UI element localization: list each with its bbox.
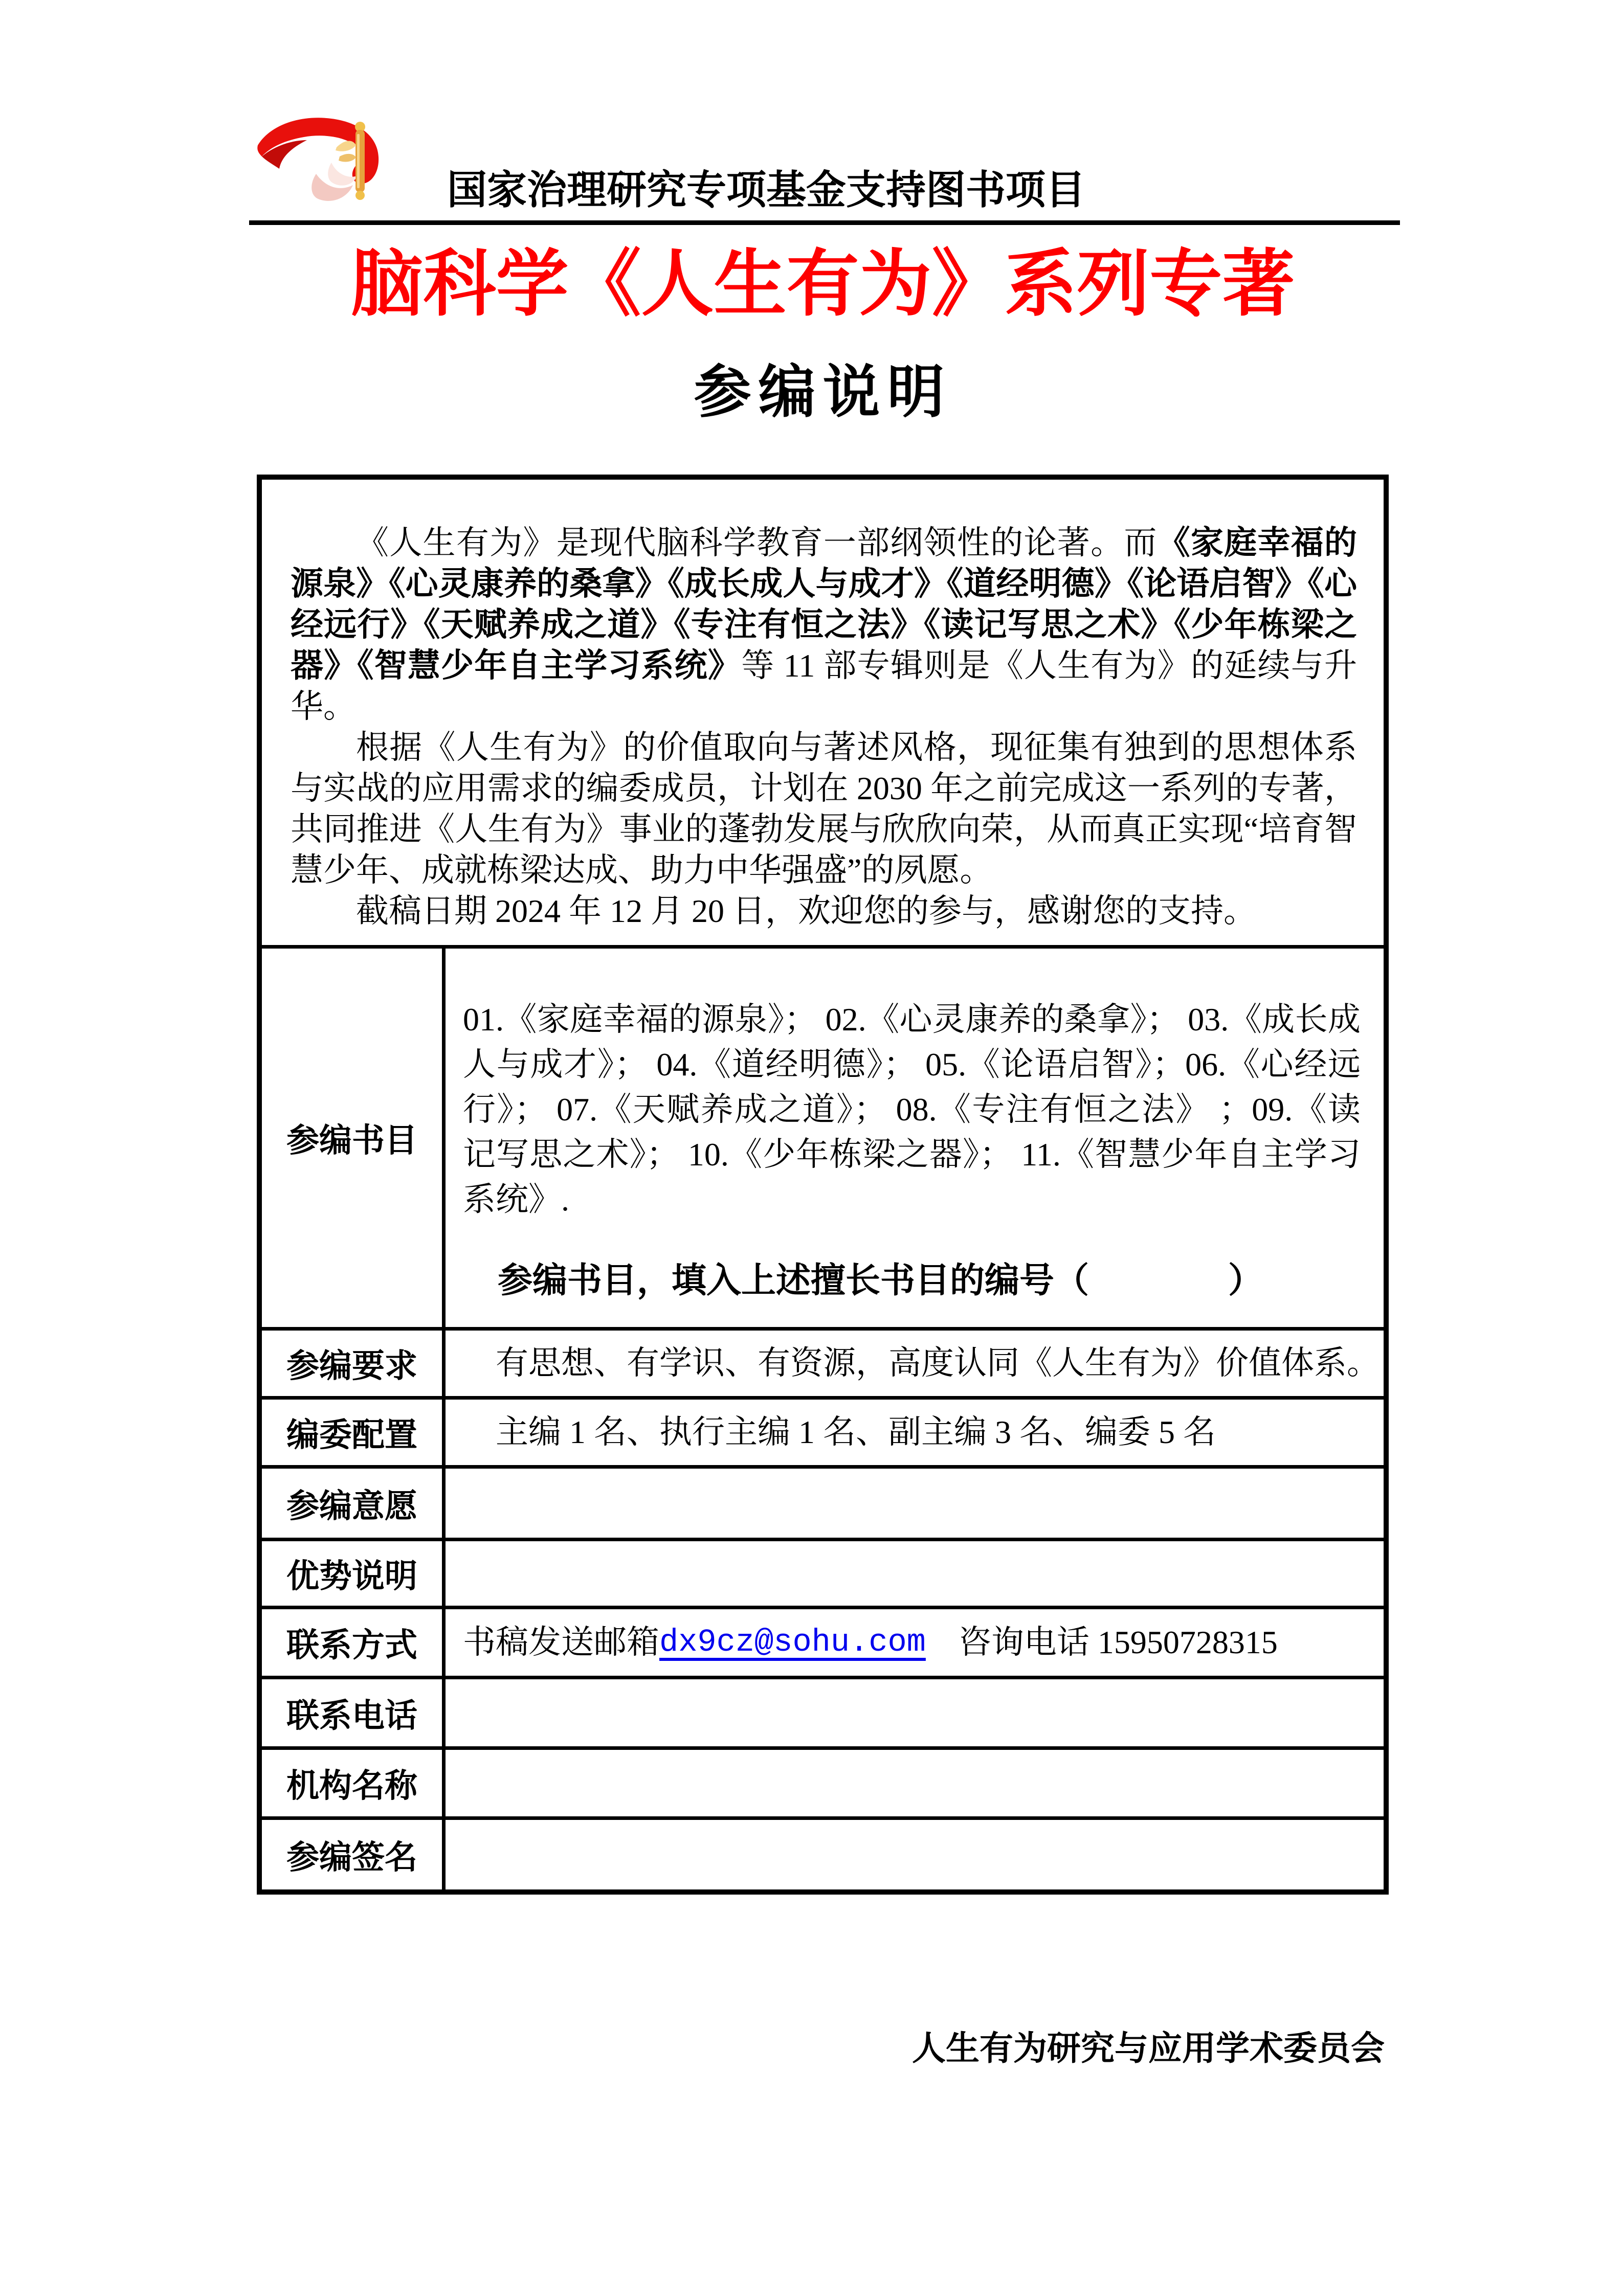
footer-committee-signature: 人生有为研究与应用学术委员会 (912, 2030, 1385, 2067)
row-label-requirements: 参编要求 (262, 1327, 446, 1396)
page-subtitle: 参编说明 (694, 360, 952, 424)
committee-value: 主编 1 名、执行主编 1 名、副主编 3 名、编委 5 名 (446, 1396, 1384, 1465)
row-label-organization: 机构名称 (262, 1746, 446, 1816)
phone-input-area[interactable] (446, 1676, 1384, 1746)
row-label-phone: 联系电话 (262, 1676, 446, 1746)
form-table (257, 475, 1389, 1895)
intro-p1-start: 《人生有为》是现代脑科学教育一部纲领性的论著。而 (356, 525, 1158, 561)
email-link[interactable]: dx9cz@sohu.com (659, 1624, 926, 1660)
willingness-input-area[interactable] (446, 1465, 1384, 1538)
contact-value (446, 1606, 1384, 1676)
row-label-signature: 参编签名 (262, 1816, 446, 1889)
row-label-booklist: 参编书目 (262, 945, 446, 1327)
row-label-committee: 编委配置 (262, 1396, 446, 1465)
intro-p1-end: 等 11 部专辑则是《人生有为》的延续与升华。 (291, 647, 1358, 725)
red-flag-logo-icon (255, 114, 396, 211)
intro-paragraph-2: 根据《人生有为》的价值取向与著述风格，现征集有独到的思想体系与实战的应用需求的编委成员，计划在 2030 年之前完成这一系列的专著，共同推进《人生有为》事业的蓬勃发展与欣欣向荣，从而真正实现“培育智慧少年、成就栋梁达成、助力中华强盛”的夙愿。 (291, 729, 1357, 888)
project-label: 国家治理研究专项基金支持图书项目 (447, 167, 1086, 212)
contact-phone: 咨询电话 15950728315 (925, 1624, 1278, 1661)
booklist-content-cell (446, 945, 1384, 1327)
booklist-items: 01.《家庭幸福的源泉》； 02.《心灵康养的桑拿》； 03.《成长成人与成才》； 04.《道经明德》； 05.《论语启智》；06.《心经远行》； 07.《天赋养成之道》； 08.《专注有恒之法》 ；09.《读记写思之术》； 10.《少年栋梁之器》； 11.《智慧少年自主学习系统》. (463, 1001, 1361, 1218)
row-label-contact: 联系方式 (262, 1606, 446, 1676)
page-title: 脑科学《人生有为》系列专著 (350, 243, 1295, 325)
row-label-strengths: 优势说明 (262, 1538, 446, 1606)
row-label-willingness: 参编意愿 (262, 1465, 446, 1538)
organization-input-area[interactable] (446, 1746, 1384, 1816)
intro-p1-bold-booklist: 《家庭幸福的源泉》《心灵康养的桑拿》《成长成人与成才》《道经明德》《论语启智》《心经远行》《天赋养成之道》《专注有恒之法》《读记写思之术》《少年栋梁之器》《智慧少年自主学习系统》 (291, 525, 1358, 684)
intro-paragraph-3: 截稿日期 2024 年 12 月 20 日，欢迎您的参与，感谢您的支持。 (356, 893, 1256, 929)
requirements-value: 有思想、有学识、有资源，高度认同《人生有为》价值体系。 (446, 1327, 1384, 1396)
intro-paragraph-1 (291, 523, 1357, 727)
booklist-fill-note: 参编书目，填入上述擅长书目的编号（ ） (498, 1261, 1263, 1300)
intro-text-cell (262, 480, 1384, 945)
strengths-input-area[interactable] (446, 1538, 1384, 1606)
signature-input-area[interactable] (446, 1816, 1384, 1889)
contact-prefix: 书稿发送邮箱 (463, 1624, 659, 1661)
header-divider-rule (249, 220, 1400, 225)
